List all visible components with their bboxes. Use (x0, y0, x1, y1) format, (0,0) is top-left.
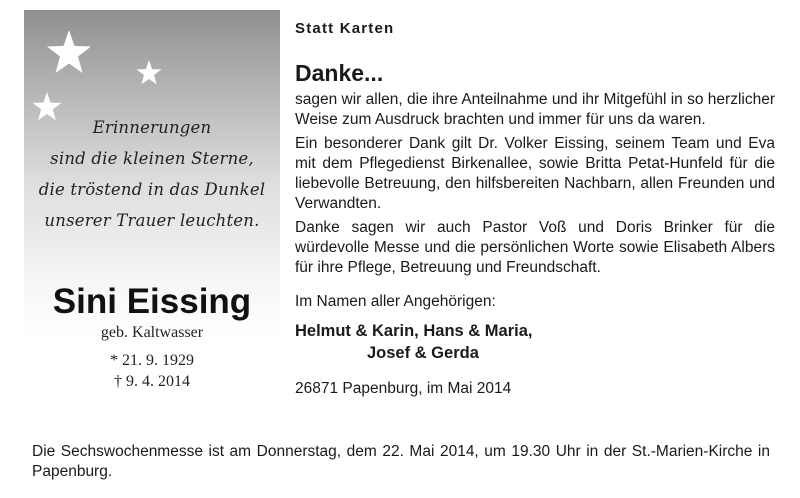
quote-line: sind die kleinen Sterne, (50, 149, 254, 168)
death-date: † 9. 4. 2014 (114, 373, 190, 390)
quote-line: die tröstend in das Dunkel (38, 180, 266, 199)
thanks-title: Danke... (295, 60, 384, 86)
thanks-column (295, 20, 775, 398)
family-names (295, 320, 775, 364)
maiden-name: geb. Kaltwasser (100, 324, 204, 341)
deceased-name: Sini Eissing (52, 282, 252, 321)
mass-announcement: Die Sechswochenmesse ist am Donnerstag, dem 22. Mai 2014, um 19.30 Uhr in der St.-Marien-Kirche in Papenburg. (32, 443, 770, 480)
quote-line: unserer Trauer leuchten. (44, 211, 260, 230)
obituary-notice (24, 10, 776, 488)
notice-header: Statt Karten (295, 20, 395, 37)
family-line-1: Helmut & Karin, Hans & Maria, (295, 322, 533, 340)
signoff-line: Im Namen aller Angehörigen: (295, 293, 496, 310)
life-dates (24, 350, 280, 392)
memorial-panel (24, 10, 280, 430)
quote-line: Erinnerungen (92, 118, 212, 137)
birth-date: * 21. 9. 1929 (110, 352, 194, 369)
small-star-icon (136, 60, 162, 85)
memorial-quote (24, 112, 280, 236)
place-date: 26871 Papenburg, im Mai 2014 (295, 380, 512, 397)
thanks-paragraph: sagen wir allen, die ihre Anteilnahme und ihr Mitgefühl in so herzlicher Weise zum Ausdruck brachten und immer für uns da waren. (295, 91, 775, 128)
large-star-icon (46, 30, 92, 74)
thanks-paragraph: Danke sagen wir auch Pastor Voß und Doris Brinker für die würdevolle Messe und die persönlichen Worte sowie Elisabeth Albers für ihre Pflege, Betreuung und Freundschaft. (295, 219, 775, 276)
family-line-2: Josef & Gerda (367, 344, 479, 362)
thanks-paragraph: Ein besonderer Dank gilt Dr. Volker Eissing, seinem Team und Eva mit dem Pflegedienst Birkenallee, sowie Britta Petat-Hunfeld für die liebevolle Betreuung, den hilfsbereiten Nachbarn, allen Freunden und Verwandten. (295, 135, 775, 212)
